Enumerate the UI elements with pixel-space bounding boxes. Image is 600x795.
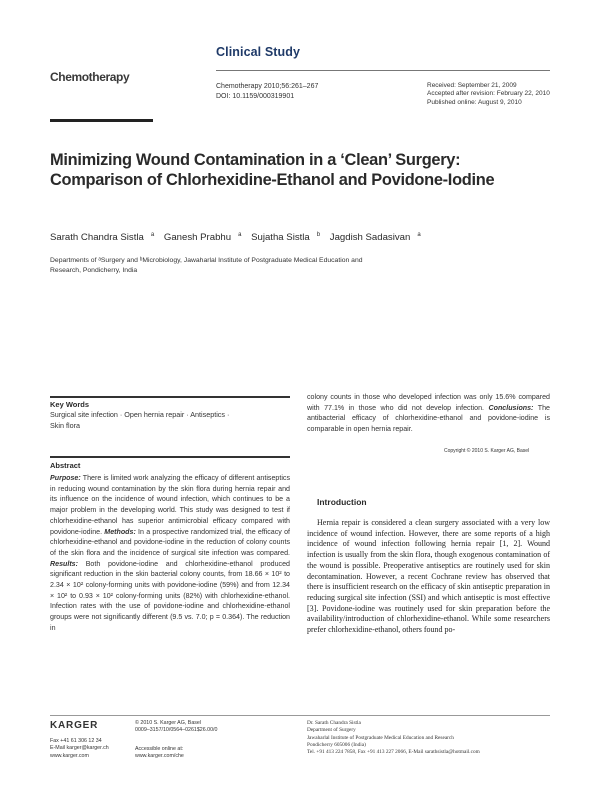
introduction-text: Hernia repair is considered a clean surgery associated with a very low incidence of wound infection. However, there are some reports of a high incidence of wound infection following hernia repair [1, 2]. Wound infection is usually from the skin flora, though exogenous contamination of the wound is possible. Preoperative antiseptics are routinely used for skin decontamination. However, a recent Cochrane review has observed that there is insufficient research on the efficacy of skin antiseptic preparation in reducing surgical site infection (SSI) and which antiseptic is most effective [3]. Povidone-iodine was routinely used for skin preparation before the availability/introduction of chlorhexidine-ethanol. While some researchers prefer chlorhexidine-ethanol, others found po- (307, 518, 550, 635)
keywords-heading: Key Words (50, 400, 90, 409)
keywords-text: Surgical site infection · Open hernia repair · Antiseptics · Skin flora (50, 410, 230, 430)
header-divider (216, 70, 550, 71)
received-date: Received: September 21, 2009 (427, 82, 517, 89)
publisher-website-link[interactable]: www.karger.com (50, 752, 89, 759)
doi: DOI: 10.1159/000319901 (216, 92, 295, 100)
citation: Chemotherapy 2010;56:261–267 (216, 83, 319, 90)
citation-block (216, 82, 318, 101)
keywords-divider (50, 396, 290, 398)
abstract-continued: colony counts in those who developed infection was only 15.6% compared with 77.1% in those who did not develop infection. Conclusions: The antibacterial efficacy of chlorhexidine-ethanol and povidone-iodine is comparable in open hernia repair. (307, 393, 550, 434)
footer-divider (50, 715, 550, 716)
title-bar-decoration (50, 119, 153, 122)
publisher-contact: Fax +41 61 306 12 34 E-Mail karger@karger.ch www.karger.com (50, 738, 109, 759)
journal-logo: Chemotherapy (50, 70, 130, 84)
author: Sujatha Sistla $^b$ (251, 232, 321, 244)
section-label: Clinical Study (216, 45, 301, 59)
correspondence-address: Dr. Sarath Chandra Sistla Department of Surgery Jawaharlal Institute of Postgraduate Medical Education and Research Pondicherry 605006 (India) Tel. +91 413 224 7858, Fax +91 413 227 2066, E-Mail sarathsistla@hotmail.com (307, 720, 480, 756)
author: Sarath Chandra Sistla $^a$ (50, 232, 155, 244)
publication-info: © 2010 S. Karger AG, Basel 0009–3157/10/0564–0261$26.00/0 (135, 720, 218, 734)
article-title: Minimizing Wound Contamination in a ‘Clean’ Surgery: Comparison of Chlorhexidine-Ethanol and Povidone-Iodine (50, 151, 495, 189)
abstract-divider (50, 456, 290, 458)
publisher-logo: KARGER (50, 720, 99, 731)
affiliations: Departments of ᵃSurgery and ᵇMicrobiology, Jawaharlal Institute of Postgraduate Medical Education and Research, Pondicherry, India (50, 257, 363, 274)
author: Ganesh Prabhu $^a$ (163, 232, 242, 244)
copyright: Copyright © 2010 S. Karger AG, Basel (444, 448, 530, 454)
abstract-text: Purpose: There is limited work analyzing the efficacy of different antiseptics in reducing wound contamination by the skin flora during hernia repair and its influence on the incidence of wound infection, which continues to be a major problem in the developing world. This study was designed to test if chlorhexidine-ethanol has superior antimicrobial efficacy compared with povidone-iodine. Methods: In a prospective randomized trial, the efficacy of chlorhexidine-ethanol and povidone-iodine in the reduction of colony counts of the skin flora and the incidence of surgical site infection was compared. Results: Both povidone-iodine and chlorhexidine-ethanol produced significant reduction in the skin bacterial colony counts, from 18.66 × 10² to 2.34 × 10² colony-forming units with povidone-iodine (59%) and from 12.34 × 10² to 0.93 × 10² colony-forming units (82%) with chlorhexidine-ethanol. Infection rates with the use of povidone-iodine and chlorhexidine-ethanol groups were not significantly different (9.5 vs. 7.0; p = 0.364). The reduction in (50, 474, 290, 632)
online-access: Accessible online at: www.karger.com/che (135, 746, 184, 760)
author-list (50, 232, 428, 243)
dates-block (427, 82, 550, 107)
journal-website-link[interactable]: www.karger.com/che (135, 753, 184, 760)
introduction-heading: Introduction (317, 497, 367, 507)
abstract-heading: Abstract (50, 461, 81, 470)
accepted-date: Accepted after revision: February 22, 2010 (427, 90, 550, 98)
published-date: Published online: August 9, 2010 (427, 98, 522, 106)
author: Jagdish Sadasivan $^a$ (329, 232, 421, 244)
